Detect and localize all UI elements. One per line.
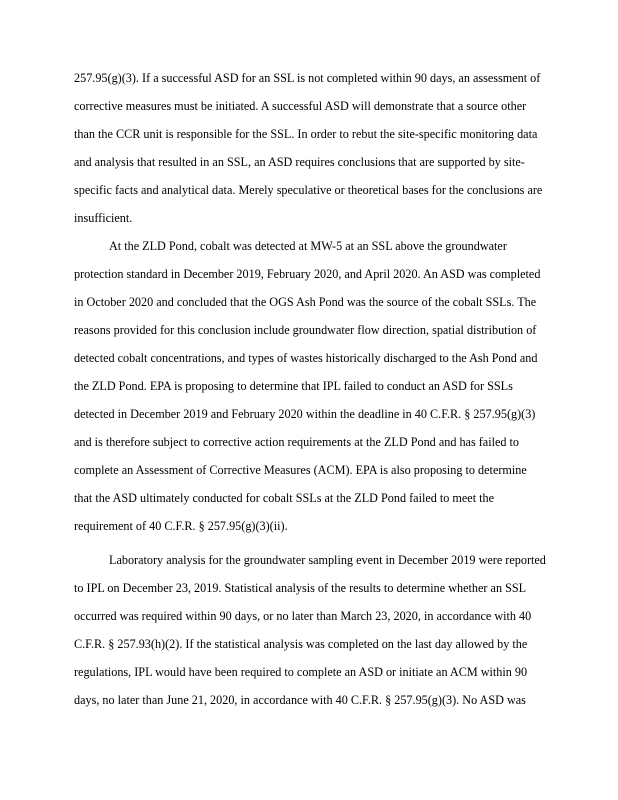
paragraph-3-line-2: to IPL on December 23, 2019. Statistical analysis of the results to determine whether an SSL: [74, 581, 527, 595]
paragraph-1-line-2: corrective measures must be initiated. A successful ASD will demonstrate that a source other: [74, 99, 527, 113]
paragraph-2-line-7: detected in December 2019 and February 2020 within the deadline in 40 C.F.R. § 257.95(g)(3): [74, 407, 536, 421]
paragraph-2-line-5: detected cobalt concentrations, and types of wastes historically discharged to the Ash Pond and: [74, 351, 538, 365]
paragraph-2-line-3: in October 2020 and concluded that the OGS Ash Pond was the source of the cobalt SSLs. The: [74, 295, 537, 309]
paragraph-2-line-2: protection standard in December 2019, February 2020, and April 2020. An ASD was completed: [74, 267, 541, 281]
paragraph-2-line-6: the ZLD Pond. EPA is proposing to determine that IPL failed to conduct an ASD for SSLs: [74, 379, 513, 393]
paragraph-3-line-6: days, no later than June 21, 2020, in accordance with 40 C.F.R. § 257.95(g)(3). No ASD was: [74, 693, 526, 707]
paragraph-2-line-8: and is therefore subject to corrective action requirements at the ZLD Pond and has failed to: [74, 435, 520, 449]
paragraph-2-line-10: that the ASD ultimately conducted for cobalt SSLs at the ZLD Pond failed to meet the: [74, 491, 495, 505]
paragraph-3-line-3: occurred was required within 90 days, or no later than March 23, 2020, in accordance with 40: [74, 609, 532, 623]
paragraph-3-line-5: regulations, IPL would have been required to complete an ASD or initiate an ACM within 90: [74, 665, 528, 679]
paragraph-3-line-1: Laboratory analysis for the groundwater sampling event in December 2019 were reported: [109, 553, 546, 567]
paragraph-2-line-4: reasons provided for this conclusion include groundwater flow direction, spatial distribution of: [74, 323, 537, 337]
paragraph-2-line-1: At the ZLD Pond, cobalt was detected at MW-5 at an SSL above the groundwater: [109, 239, 507, 253]
paragraph-2-line-11: requirement of 40 C.F.R. § 257.95(g)(3)(ii).: [74, 519, 288, 533]
paragraph-1-line-5: specific facts and analytical data. Merely speculative or theoretical bases for the conclusions are: [74, 183, 543, 197]
paragraph-2-line-9: complete an Assessment of Corrective Measures (ACM). EPA is also proposing to determine: [74, 463, 527, 477]
paragraph-1-line-1: 257.95(g)(3). If a successful ASD for an SSL is not completed within 90 days, an assessment of: [74, 71, 541, 85]
paragraph-1-line-3: than the CCR unit is responsible for the SSL. In order to rebut the site-specific monitoring data: [74, 127, 538, 141]
paragraph-1-line-4: and analysis that resulted in an SSL, an ASD requires conclusions that are supported by site-: [74, 155, 525, 169]
paragraph-3-line-4: C.F.R. § 257.93(h)(2). If the statistical analysis was completed on the last day allowed by the: [74, 637, 528, 651]
paragraph-1-line-6: insufficient.: [74, 211, 133, 225]
